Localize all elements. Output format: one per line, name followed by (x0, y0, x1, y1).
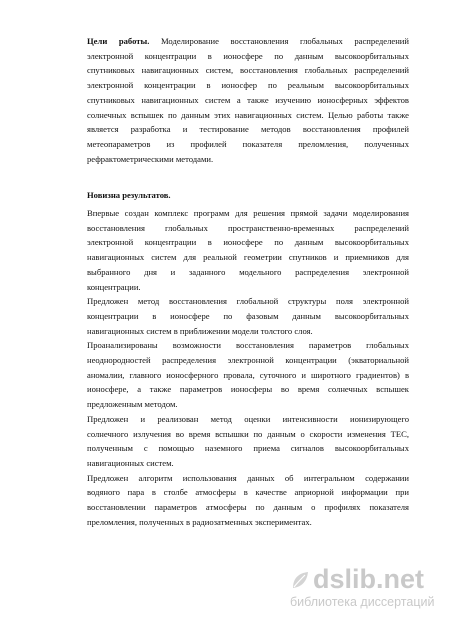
document-page (87, 34, 409, 530)
goals-line: спутниковых навигационных систем а также изучению ионосферных эффектов (87, 94, 409, 105)
goals-line: электронной концентрации в ионосфере по данным высокоорбитальных (87, 50, 409, 61)
goals-label: Цели работы. (87, 36, 150, 46)
leaf-icon (290, 567, 310, 587)
watermark (290, 565, 440, 609)
novelty-paragraph (87, 471, 409, 530)
text-line: Предложен алгоритм использования данных об интегральном содержании (87, 472, 409, 483)
novelty-paragraph (87, 206, 409, 294)
novelty-paragraph (87, 412, 409, 471)
goals-line: солнечных вспышек по данным этих навигационных систем. Целью работы также (87, 109, 409, 120)
text-line: навигационных систем. (87, 457, 174, 468)
novelty-paragraph (87, 338, 409, 412)
text-line: Предложен и реализован метод оценки интенсивности ионизирующего (87, 413, 409, 424)
goals-line: является разработка и тестирование методов восстановления профилей (87, 124, 409, 135)
text-line: полученным с помощью наземного приема сигналов высокоорбитальных (87, 443, 409, 454)
text-line: солнечного излучения во время вспышки по данным о скорости изменения ТЕС, (87, 428, 409, 439)
text-line: восстановления глобальных пространственно-временных распределений (87, 222, 409, 233)
goals-line: метеопараметров из профилей показателя преломления, полученных (87, 138, 409, 149)
text-line: концентрации в ионосфере по фазовым данным высокоорбитальных (87, 310, 409, 321)
text-line: аномалии, главного ионосферного провала, суточного и широтного градиентов) в (87, 369, 409, 380)
text-line: восстановлении параметров атмосферы по данным о профилях показателя (87, 502, 409, 513)
goals-line: рефрактометрическими методами. (87, 153, 214, 164)
goals-line: электронной концентрации в ионосфер по реальным высокоорбитальных (87, 80, 409, 91)
text-line: выбранного дня и заданного модельного распределения электронной (87, 266, 409, 277)
novelty-heading: Новизна результатов. (87, 190, 171, 201)
text-line: предложенным методом. (87, 399, 178, 410)
text-line: водяного пара в столбе атмосферы в качестве априорной информации при (87, 487, 409, 498)
goals-paragraph (87, 34, 409, 166)
text-line: Проанализированы возможности восстановления параметров глобальных (87, 340, 409, 351)
text-line: электронной концентрации в ионосфере по данным высокоорбитальных (87, 237, 409, 248)
text-line: Предложен метод восстановления глобальной структуры поля электронной (87, 296, 409, 307)
text-line: навигационных систем для реальной геометрии спутников и приемников для (87, 252, 409, 263)
text-line: навигационных систем в приближении модели толстого слоя. (87, 325, 313, 336)
watermark-subtitle: библиотека диссертаций (290, 595, 435, 609)
text-line: неоднородностей распределения электронной концентрации (экваториальной (87, 355, 409, 366)
goals-line: Цели работы. Моделирование восстановления глобальных распределений (87, 36, 409, 46)
text-line: Впервые создан комплекс программ для решения прямой задачи моделирования (87, 208, 409, 219)
novelty-paragraph (87, 294, 409, 338)
text-line: преломления, полученных в радиозатменных экспериментах. (87, 516, 312, 527)
watermark-logo (290, 565, 440, 593)
text-line: ионосфере, а также параметров ионосферы во время солнечных вспышек (87, 384, 409, 395)
text-line: концентрации. (87, 281, 141, 292)
goals-line: спутниковых навигационных систем, восстановления глобальных распределений (87, 65, 409, 76)
watermark-logo-text: dslib.net (313, 564, 425, 594)
